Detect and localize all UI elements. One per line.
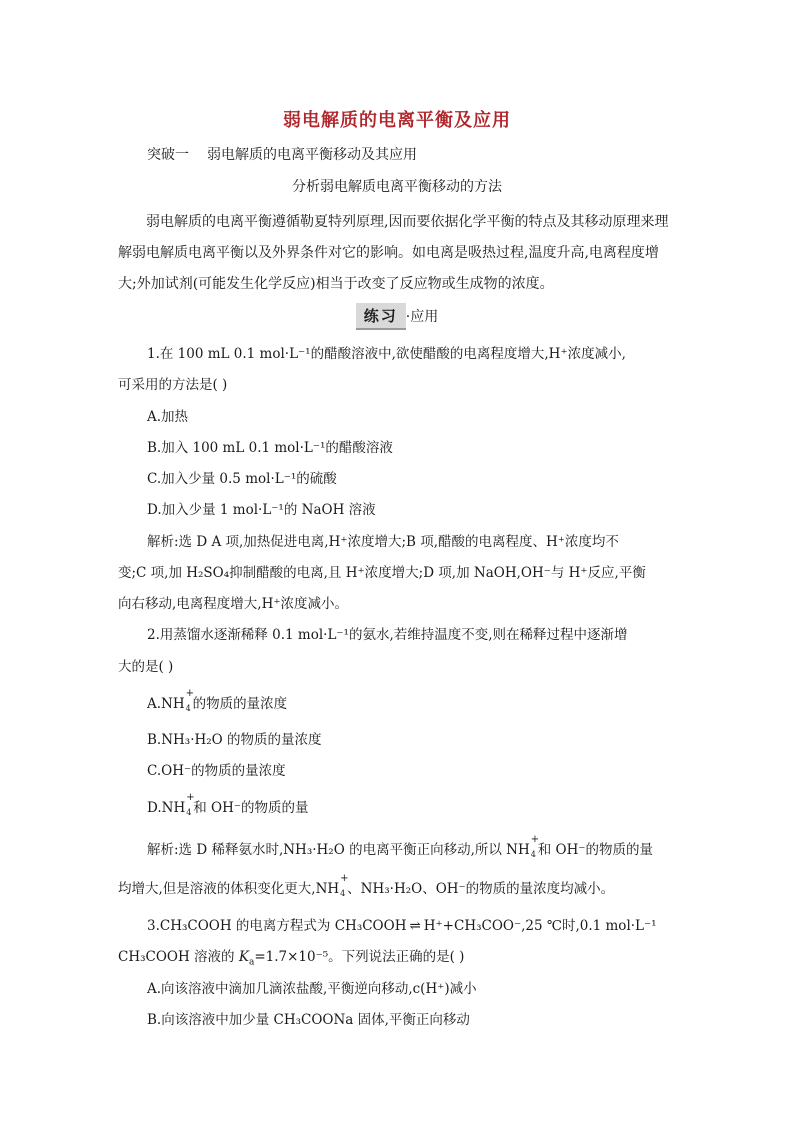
q1-option-c: C.加入少量 0.5 mol·L⁻¹的硫酸 [147, 471, 337, 487]
q2-option-d: D.NH + 4 和 OH⁻的物质的量 [147, 791, 309, 817]
q1-answer-line-1: 解析:选 D A 项,加热促进电离,H⁺浓度增大;B 项,醋酸的电离程度、H⁺浓度均不 [147, 534, 619, 550]
q1-option-d: D.加入少量 1 mol·L⁻¹的 NaOH 溶液 [147, 502, 376, 518]
ammonium-charge: + 4 [530, 833, 540, 859]
ka-symbol: K [238, 949, 249, 965]
ammonium-charge: + 4 [186, 791, 195, 817]
practice-badge-box: 练习 [356, 303, 406, 330]
q2-stem-line-1: 2.用蒸馏水逐渐稀释 0.1 mol·L⁻¹的氨水,若维持温度不变,则在稀释过程中逐渐增 [147, 627, 628, 643]
q2-option-a: A.NH + 4 的物质的量浓度 [147, 687, 288, 713]
q2-option-b: B.NH₃·H₂O 的物质的量浓度 [147, 732, 322, 748]
q2-answer-line-1: 解析:选 D 稀释氨水时,NH₃·H₂O 的电离平衡正向移动,所以 NH + 4 和 OH⁻的物质的量 [147, 833, 654, 859]
q1-stem-line-2: 可采用的方法是( ) [118, 377, 228, 393]
intro-line-3: 大;外加试剂(可能发生化学反应)相当于改变了反应物或生成物的浓度。 [118, 276, 554, 292]
q3-stem-line-1: 3.CH₃COOH 的电离方程式为 CH₃COOH ⇌ H⁺+CH₃COO⁻,25 ℃时,0.1 mol·L⁻¹ [147, 918, 657, 934]
practice-badge-tail: ·应用 [405, 309, 439, 325]
q3-option-a: A.向该溶液中滴加几滴浓盐酸,平衡逆向移动,c(H⁺)减小 [147, 981, 477, 997]
page-title: 弱电解质的电离平衡及应用 [283, 110, 511, 131]
subheading: 分析弱电解质电离平衡移动的方法 [292, 179, 502, 195]
q1-stem-line-1: 1.在 100 mL 0.1 mol·L⁻¹的醋酸溶液中,欲使醋酸的电离程度增大,H⁺浓度减小, [147, 346, 626, 362]
ammonium-charge: + 4 [185, 687, 195, 713]
q1-option-b: B.加入 100 mL 0.1 mol·L⁻¹的醋酸溶液 [147, 440, 393, 456]
q2-stem-line-2: 大的是( ) [118, 659, 174, 675]
section-label: 突破一 [147, 147, 189, 163]
q1-answer-line-3: 向右移动,电离程度增大,H⁺浓度减小。 [118, 596, 348, 612]
practice-badge [0, 303, 794, 330]
q3-option-b: B.向该溶液中加少量 CH₃COONa 固体,平衡正向移动 [147, 1012, 470, 1028]
intro-line-1: 弱电解质的电离平衡遵循勒夏特列原理,因而要依据化学平衡的特点及其移动原理来理 [146, 214, 669, 230]
q1-option-a: A.加热 [147, 409, 189, 425]
ammonium-charge: + 4 [340, 872, 349, 898]
section-text: 弱电解质的电离平衡移动及其应用 [207, 147, 417, 163]
q3-stem-line-2: CH₃COOH 溶液的 $K_a=1.7\times 10^{-5}$。下列说法正确的是( ) [118, 949, 465, 968]
equilibrium-arrow: ⇌ [409, 918, 421, 934]
q1-answer-line-2: 变;C 项,加 H₂SO₄抑制醋酸的电离,且 H⁺浓度增大;D 项,加 NaOH,OH⁻与 H⁺反应,平衡 [118, 565, 646, 581]
intro-line-2: 解弱电解质电离平衡以及外界条件对它的影响。如电离是吸热过程,温度升高,电离程度增 [118, 245, 659, 261]
q2-option-c: C.OH⁻的物质的量浓度 [147, 763, 286, 779]
q2-answer-line-2: 均增大,但是溶液的体积变化更大,NH + 4 、NH₃·H₂O、OH⁻的物质的量浓度均减小。 [118, 872, 615, 898]
intro-paragraph [118, 207, 678, 300]
section-heading [147, 144, 417, 164]
